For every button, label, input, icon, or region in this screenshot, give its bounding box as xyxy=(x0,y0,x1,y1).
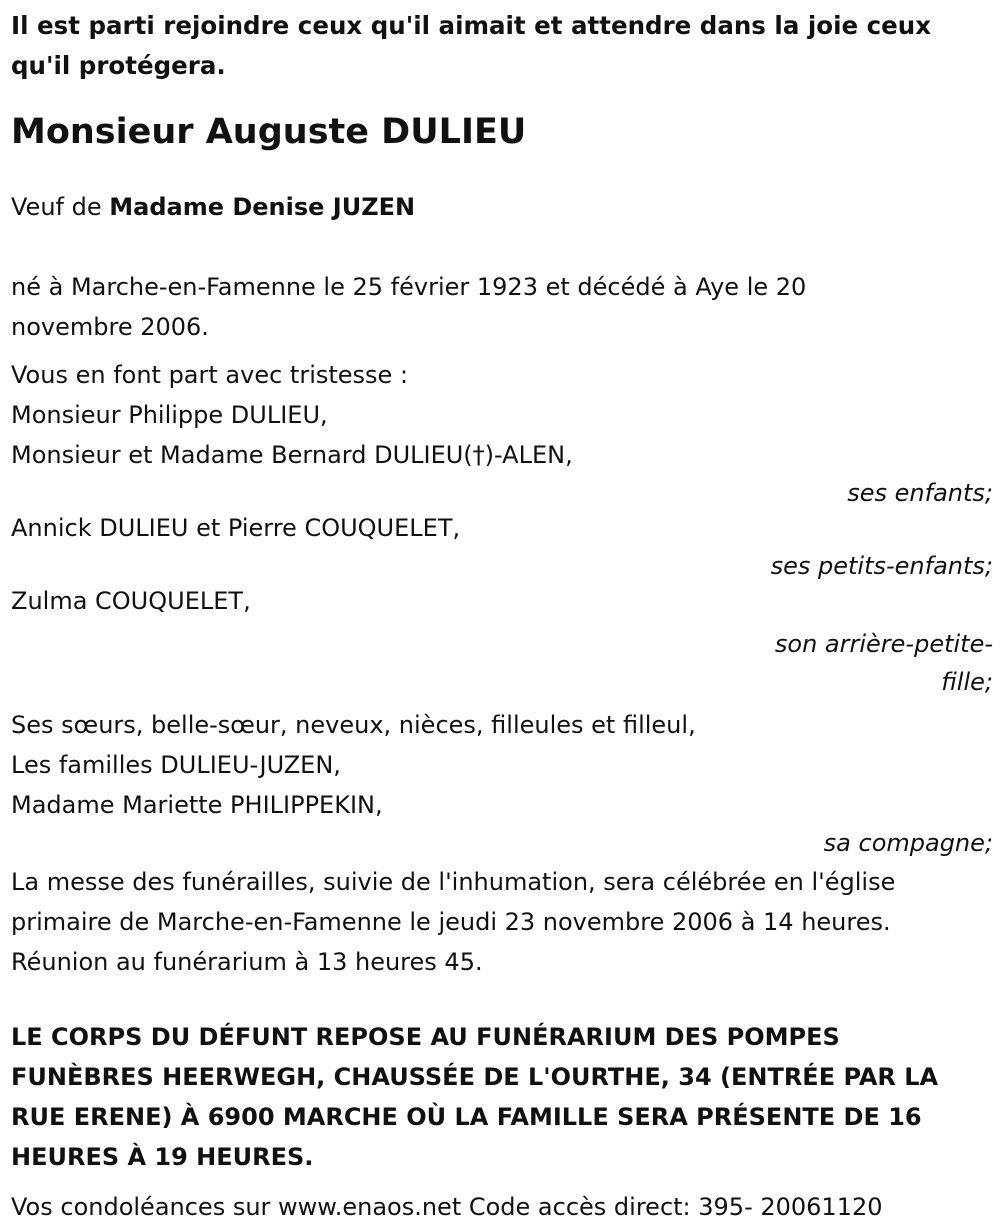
child-2: Monsieur et Madame Bernard DULIEU(†)-ALEN, xyxy=(11,441,573,469)
notice-line-2: FUNÈBRES HEERWEGH, CHAUSSÉE DE L'OURTHE, 34 (ENTRÉE PAR LA xyxy=(11,1063,939,1091)
great-grandchild-role xyxy=(11,625,993,701)
grandchildren-role: ses petits-enfants; xyxy=(770,552,993,580)
announcement-intro: Vous en font part avec tristesse : xyxy=(11,361,409,389)
birth-death-line-2: novembre 2006. xyxy=(11,313,209,341)
notice-line-3: RUE ERENE) À 6900 MARCHE OÙ LA FAMILLE SERA PRÉSENTE DE 16 xyxy=(11,1103,922,1131)
intro-line-1: Il est parti rejoindre ceux qu'il aimait et attendre dans la joie ceux xyxy=(11,11,932,40)
widow-prefix: Veuf de xyxy=(11,193,110,221)
birth-death-info xyxy=(11,267,993,347)
intro-line-2: qu'il protégera. xyxy=(11,51,226,80)
ceremony-line-2: primaire de Marche-en-Famenne le jeudi 23 novembre 2006 à 14 heures. xyxy=(11,908,891,936)
notice-line-4: HEURES À 19 HEURES. xyxy=(11,1143,314,1171)
funeral-home-notice xyxy=(11,1017,993,1177)
ceremony-line-1: La messe des funérailles, suivie de l'inhumation, sera célébrée en l'église xyxy=(11,868,896,896)
intro-text xyxy=(11,0,993,86)
relatives-line-2: Les familles DULIEU-JUZEN, xyxy=(11,751,341,779)
widow-line xyxy=(11,187,993,227)
obituary-document xyxy=(11,0,993,1227)
deceased-name: Monsieur Auguste DULIEU xyxy=(11,112,527,152)
condolences-line: Vos condoléances sur www.enaos.net Code accès direct: 395- 20061120 xyxy=(11,1193,883,1221)
ceremony-info xyxy=(11,862,993,982)
relatives-line-1: Ses sœurs, belle-sœur, neveux, nièces, filleules et filleul, xyxy=(11,711,696,739)
ceremony-line-3: Réunion au funérarium à 13 heures 45. xyxy=(11,948,483,976)
notice-line-1: LE CORPS DU DÉFUNT REPOSE AU FUNÉRARIUM DES POMPES xyxy=(11,1023,840,1051)
children-role: ses enfants; xyxy=(847,479,993,507)
great-grandchild-role-line-2: fille; xyxy=(941,668,993,696)
great-grandchild: Zulma COUQUELET, xyxy=(11,587,251,615)
child-1: Monsieur Philippe DULIEU, xyxy=(11,401,328,429)
companion-role: sa compagne; xyxy=(823,829,993,857)
grandchildren: Annick DULIEU et Pierre COUQUELET, xyxy=(11,514,461,542)
spouse-name: Madame Denise JUZEN xyxy=(109,193,416,221)
great-grandchild-role-line-1: son arrière-petite- xyxy=(774,630,993,658)
birth-death-line-1: né à Marche-en-Famenne le 25 février 1923 et décédé à Aye le 20 xyxy=(11,273,807,301)
relatives-line-3: Madame Mariette PHILIPPEKIN, xyxy=(11,791,383,819)
